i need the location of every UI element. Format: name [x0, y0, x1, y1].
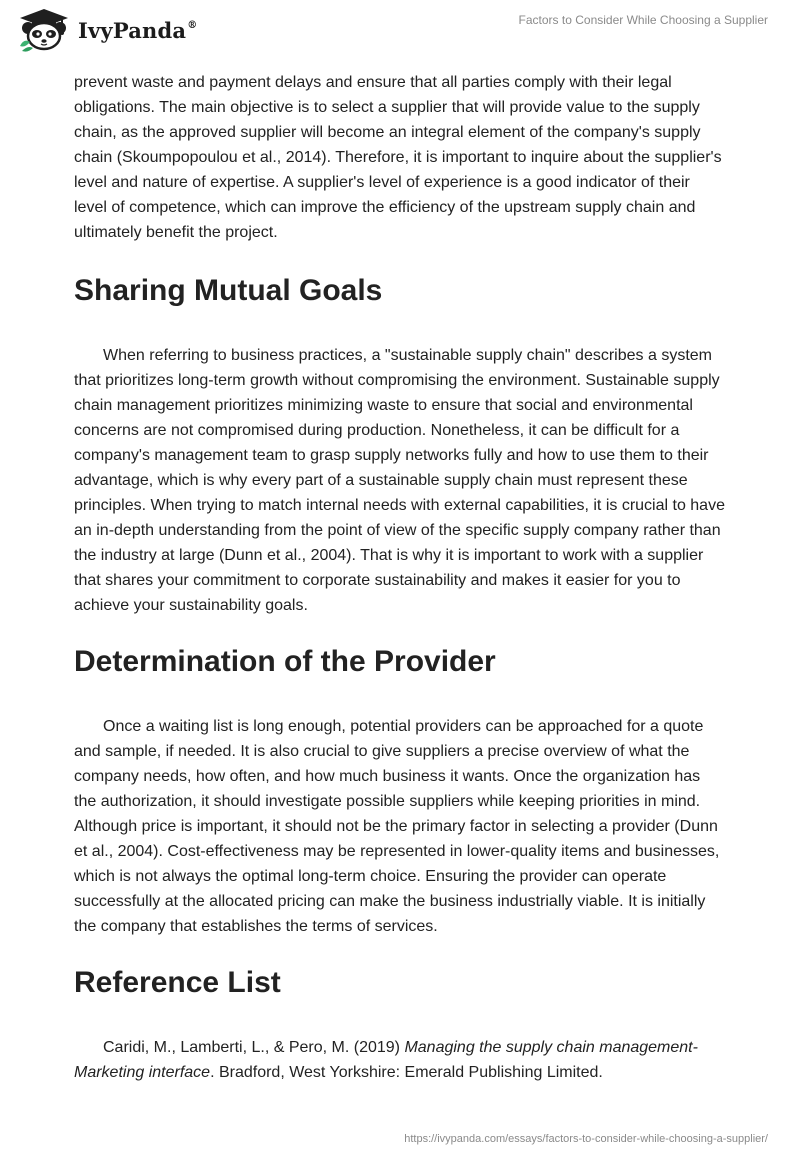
section-paragraph-determination-of-provider: Once a waiting list is long enough, potential providers can be approached for a quote and sample, if needed. It is also crucial to give suppliers a precise overview of what the company needs, how often, and how much business it wants. Once the organization has the authorization, it should investigate possible suppliers while keeping priorities in mind. Although price is important, it should not be the primary factor in selecting a provider (Dunn et al., 2004). Cost-effectiveness may be represented in lower-quality items and businesses, which is not always the optimal long-term choice. Ensuring the provider can operate successfully at the allocated pricing can make the business industrially viable. It is initially the company that establishes the terms of services. — [74, 718, 720, 935]
panda-graduate-icon — [16, 8, 72, 52]
page-header — [0, 0, 800, 70]
essay-content — [74, 70, 726, 1085]
reference-list-heading: Reference List — [74, 966, 281, 999]
reference-publisher: . Bradford, West Yorkshire: Emerald Publishing Limited. — [210, 1064, 603, 1081]
section-heading-sharing-mutual-goals: Sharing Mutual Goals — [74, 274, 383, 307]
reference-item — [74, 1035, 726, 1085]
ivypanda-logo[interactable] — [16, 8, 197, 52]
brand-name: IvyPanda® — [78, 17, 198, 43]
reference-authors: Caridi, M., Lamberti, L., & Pero, M. (2019) — [103, 1039, 405, 1056]
section-paragraph-sharing-mutual-goals: When referring to business practices, a "sustainable supply chain" describes a system that prioritizes long-term growth without compromising the environment. Sustainable supply chain management prioritizes minimizing waste to ensure that social and environmental concerns are not compromised during production. Nonetheless, it can be difficult for a company's management team to grasp supply networks fully and how to use them to their advantage, which is why every part of a sustainable supply chain must represent these principles. When trying to match internal needs with external capabilities, it is crucial to have an in-depth understanding from the point of view of the specific supply company rather than the industry at large (Dunn et al., 2004). That is why it is important to work with a supplier that shares your commitment to corporate sustainability and makes it easier for you to achieve your sustainability goals. — [74, 347, 725, 614]
section-heading-determination-of-provider: Determination of the Provider — [74, 645, 496, 678]
footer-url-link[interactable]: https://ivypanda.com/essays/factors-to-consider-while-choosing-a-supplier/ — [404, 1133, 768, 1145]
document-title: Factors to Consider While Choosing a Supplier — [518, 13, 768, 27]
reference-title: Managing the supply chain management-Marketing interface — [74, 1039, 698, 1081]
intro-paragraph: prevent waste and payment delays and ensure that all parties comply with their legal obligations. The main objective is to select a supplier that will provide value to the supply chain, as the approved supplier will become an integral element of the company's supply chain (Skoumpopoulou et al., 2014). Therefore, it is important to inquire about the supplier's level and nature of expertise. A supplier's level of experience is a good indicator of their level of competence, which can improve the efficiency of the upstream supply chain and ultimately benefit the project. — [74, 74, 722, 241]
